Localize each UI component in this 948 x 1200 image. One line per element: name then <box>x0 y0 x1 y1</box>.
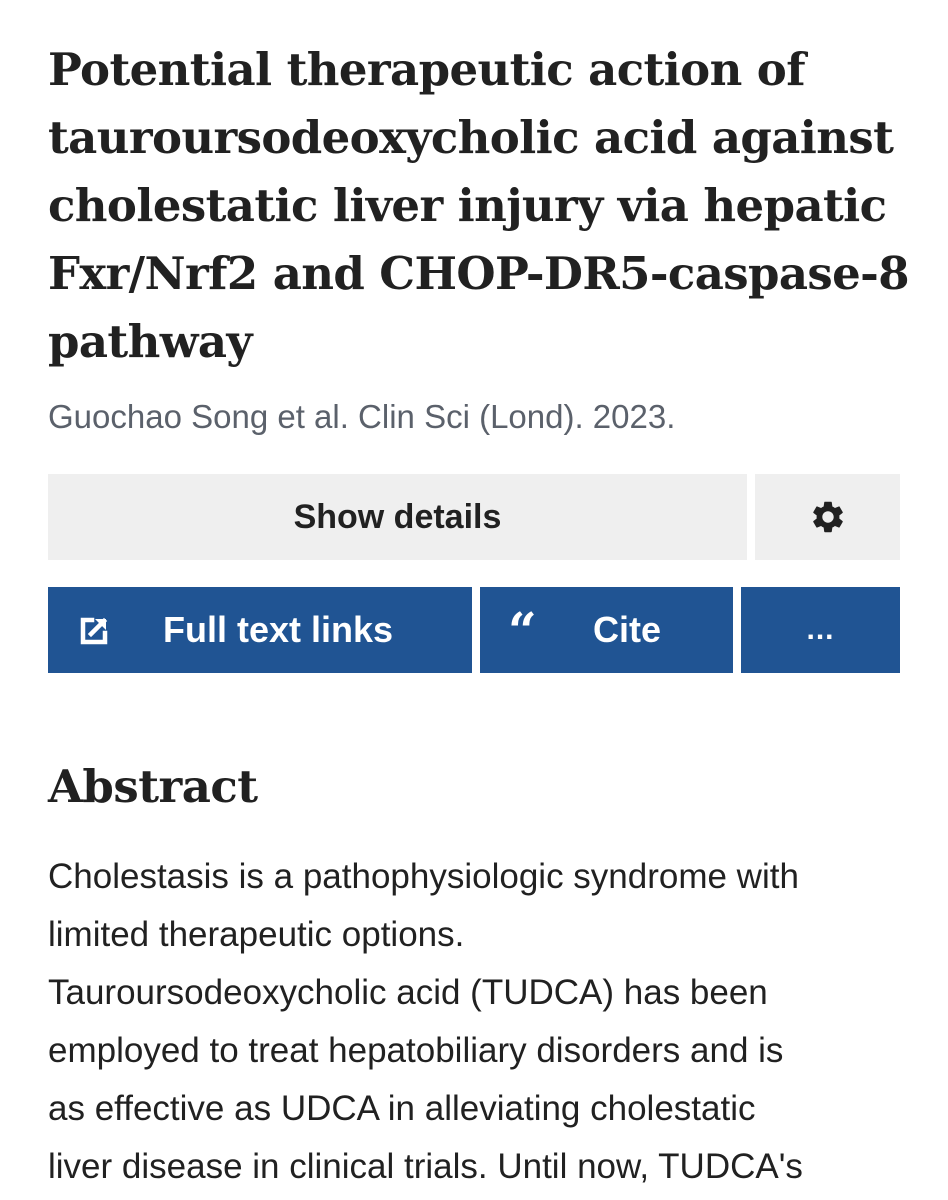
more-options-button[interactable] <box>741 587 900 673</box>
abstract-line: as effective as UDCA in alleviating cholestatic <box>48 1089 756 1128</box>
settings-button[interactable] <box>755 474 900 560</box>
abstract-body <box>48 848 918 1196</box>
cite-label: Cite <box>593 609 662 650</box>
article-title: Potential therapeutic action of tauroursodeoxycholic acid against cholestatic liver injury via hepatic Fxr/Nrf2 and CHOP-DR5-caspase-8 pathway <box>48 43 909 368</box>
external-link-icon <box>78 614 110 656</box>
abstract-line: liver disease in clinical trials. Until now, TUDCA's <box>48 1147 803 1186</box>
details-row <box>48 474 900 560</box>
cite-button[interactable] <box>480 587 733 673</box>
abstract-line: Tauroursodeoxycholic acid (TUDCA) has been <box>48 973 768 1012</box>
abstract-heading: Abstract <box>48 760 258 813</box>
show-details-button[interactable]: Show details <box>48 474 747 560</box>
actions-row <box>48 587 900 673</box>
abstract-line: employed to treat hepatobiliary disorders and is <box>48 1031 784 1070</box>
more-options-label: ... <box>806 613 835 646</box>
full-text-links-button[interactable] <box>48 587 472 673</box>
abstract-line: limited therapeutic options. <box>48 915 465 954</box>
citation-line[interactable]: Guochao Song et al. Clin Sci (Lond). 2023. <box>48 398 676 435</box>
quote-icon: “ <box>508 601 537 660</box>
abstract-line: Cholestasis is a pathophysiologic syndrome with <box>48 857 799 896</box>
full-text-links-label: Full text links <box>163 609 394 650</box>
gear-icon <box>809 498 847 536</box>
